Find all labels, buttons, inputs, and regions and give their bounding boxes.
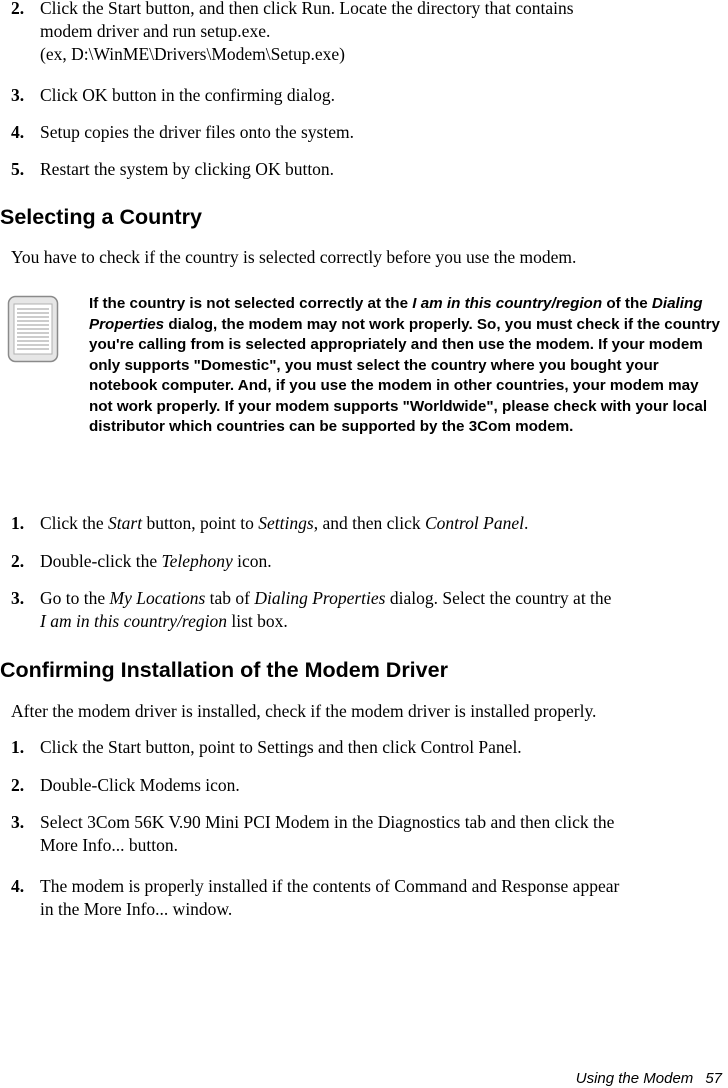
list-item	[11, 121, 723, 144]
step-text: Click OK button in the confirming dialog.	[40, 85, 336, 105]
step-text: I am in this country/region list box.	[40, 611, 288, 631]
step-number: 3.	[11, 588, 25, 608]
list-item	[11, 0, 723, 66]
step-text: Click the Start button, and then click Run. Locate the directory that contains	[40, 0, 574, 18]
step-text: Double-Click Modems icon.	[40, 775, 240, 795]
step-text: Double-click the Telephony icon.	[40, 551, 272, 571]
step-text: Click the Start button, point to Settings, and then click Control Panel.	[40, 513, 529, 533]
step-text: Go to the My Locations tab of Dialing Properties dialog. Select the country at the	[40, 588, 612, 608]
step-text: modem driver and run setup.exe.	[40, 21, 271, 41]
note-emphasis-dialog: Dialing Properties	[89, 295, 703, 333]
step-number: 1.	[11, 737, 25, 757]
list-item	[11, 774, 723, 797]
note-emphasis-region: I am in this country/region	[412, 295, 603, 312]
footer-title: Using the Modem	[575, 1070, 694, 1087]
list-item	[11, 811, 723, 857]
step-number: 2.	[11, 0, 25, 18]
list-item	[11, 550, 723, 573]
list-item	[11, 587, 723, 633]
step-text: in the More Info... window.	[40, 899, 233, 919]
section-intro: You have to check if the country is selected correctly before you use the modem.	[11, 247, 577, 267]
step-number: 3.	[11, 812, 25, 832]
step-text: Restart the system by clicking OK button.	[40, 159, 335, 179]
step-text: The modem is properly installed if the contents of Command and Response appear	[40, 876, 620, 896]
step-number: 1.	[11, 513, 25, 533]
step-text: Setup copies the driver files onto the system.	[40, 122, 354, 142]
section-heading: Selecting a Country	[0, 205, 202, 229]
step-number: 2.	[11, 551, 25, 571]
page-footer	[576, 1070, 722, 1088]
step-text: Select 3Com 56K V.90 Mini PCI Modem in the Diagnostics tab and then click the	[40, 812, 615, 832]
list-item	[11, 512, 723, 535]
list-item	[11, 84, 723, 107]
step-text: Click the Start button, point to Settings and then click Control Panel.	[40, 737, 522, 757]
list-item	[11, 875, 723, 921]
step-number: 3.	[11, 85, 25, 105]
step-number: 4.	[11, 122, 25, 142]
list-item	[11, 736, 723, 759]
note-text: If the country is not selected correctly at the I am in this country/region of the Dialing Properties dialog, the modem may not work properly. So, you must check if the country you're calling from is selected appropriately and then use the modem. If your modem only supports "Domestic", you must select the country where you bought your notebook computer. And, if you use the modem in other countries, your modem may not work properly. If your modem supports "Worldwide", please check with your local distributor which countries can be supported by the 3Com modem.	[89, 295, 720, 435]
step-number: 5.	[11, 159, 25, 179]
section-intro: After the modem driver is installed, check if the modem driver is installed properly.	[11, 701, 597, 721]
section-heading: Confirming Installation of the Modem Driver	[0, 658, 448, 682]
step-number: 2.	[11, 775, 25, 795]
notepad-icon	[7, 295, 59, 363]
step-path-example: (ex, D:\WinME\Drivers\Modem\Setup.exe)	[40, 44, 345, 64]
list-item	[11, 158, 723, 181]
page-number: 57	[705, 1070, 722, 1087]
step-text: More Info... button.	[40, 835, 179, 855]
step-number: 4.	[11, 876, 25, 896]
